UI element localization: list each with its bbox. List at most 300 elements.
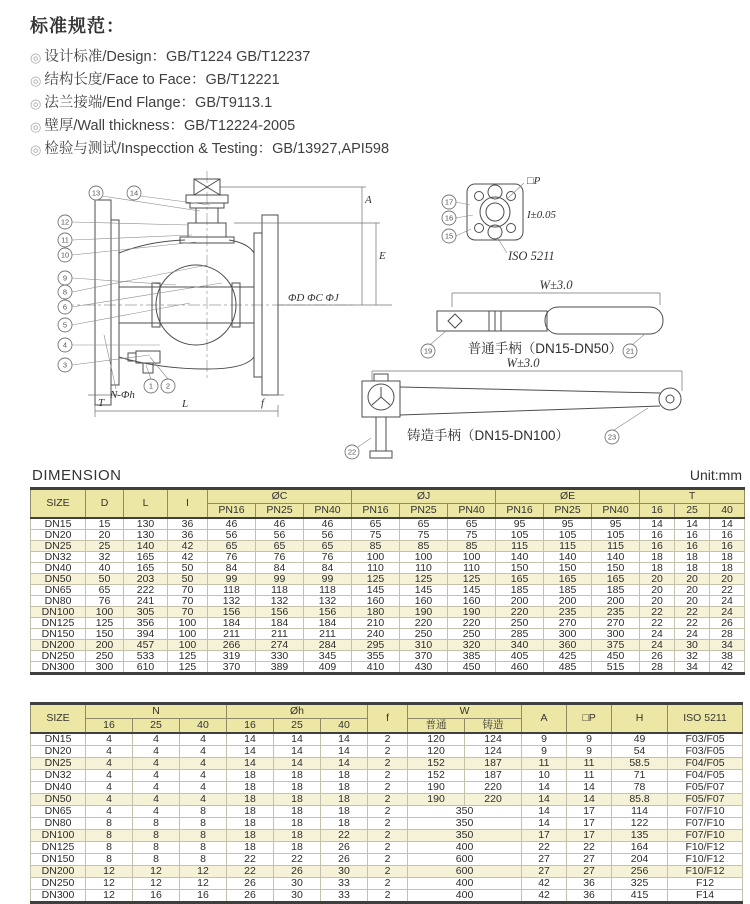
callout (345, 445, 359, 459)
table-cell: F10/F12 (668, 854, 743, 866)
dimension-table-2 (30, 702, 743, 904)
table-cell: 18 (274, 818, 321, 830)
table-cell: 26 (227, 890, 274, 903)
table-cell: 204 (612, 854, 668, 866)
table-cell: 266 (208, 640, 256, 651)
table-cell: 115 (592, 541, 640, 552)
table-cell: 56 (304, 530, 352, 541)
column-subheader: 25 (675, 504, 710, 519)
table-cell: 4 (133, 746, 180, 758)
table-cell: 295 (352, 640, 400, 651)
table-cell: 20 (675, 574, 710, 585)
svg-text:14: 14 (129, 188, 139, 198)
table-cell: 164 (612, 842, 668, 854)
column-header: ØJ (352, 489, 496, 504)
table-cell: 18 (227, 794, 274, 806)
table-cell: DN20 (31, 746, 86, 758)
table-cell: 4 (180, 782, 227, 794)
table-cell: 18 (710, 552, 745, 563)
table-cell: 350 (408, 806, 522, 818)
table-cell: 16 (640, 541, 675, 552)
table-cell: 2 (368, 733, 408, 746)
table-cell: 135 (612, 830, 668, 842)
table-cell: 85 (352, 541, 400, 552)
standards-title: 标准规范： (30, 16, 125, 36)
table-cell: 110 (448, 563, 496, 574)
table-cell: 65 (352, 518, 400, 530)
column-subheader: 普通 (408, 719, 465, 734)
table-cell: 256 (612, 866, 668, 878)
table-cell: 100 (400, 552, 448, 563)
column-subheader: PN16 (208, 504, 256, 519)
table-cell: 152 (408, 758, 465, 770)
table-cell: 145 (352, 585, 400, 596)
table-cell: 18 (274, 830, 321, 842)
table-cell: 4 (86, 733, 133, 746)
table-cell: 49 (612, 733, 668, 746)
table-cell: 156 (256, 607, 304, 618)
column-subheader: PN16 (496, 504, 544, 519)
table-cell: 200 (86, 640, 124, 651)
table-cell: 84 (256, 563, 304, 574)
table-cell: 27 (567, 866, 612, 878)
table-cell: DN150 (31, 629, 86, 640)
table-cell: 405 (496, 651, 544, 662)
column-header: L (124, 489, 168, 519)
table-cell: 2 (368, 746, 408, 758)
table-cell: 140 (124, 541, 168, 552)
table-cell: 20 (640, 574, 675, 585)
table-cell: 156 (304, 607, 352, 618)
table-cell: 114 (612, 806, 668, 818)
table-cell: 20 (86, 530, 124, 541)
table-cell: 12 (180, 866, 227, 878)
table-cell: 78 (612, 782, 668, 794)
table-cell: 600 (408, 866, 522, 878)
table-cell: 18 (274, 794, 321, 806)
table-cell: 350 (408, 818, 522, 830)
table-cell: 350 (408, 830, 522, 842)
table-cell: 222 (124, 585, 168, 596)
table-cell: F07/F10 (668, 806, 743, 818)
table-cell: 132 (256, 596, 304, 607)
table-cell: 27 (522, 866, 567, 878)
column-subheader: 16 (640, 504, 675, 519)
table-cell: 26 (640, 651, 675, 662)
table-cell: 24 (640, 640, 675, 651)
table-cell: 2 (368, 770, 408, 782)
table-row (31, 585, 745, 596)
column-subheader: PN16 (352, 504, 400, 519)
table-cell: 18 (321, 770, 368, 782)
table-cell: 8 (133, 830, 180, 842)
table-cell: 203 (124, 574, 168, 585)
ring-bullet-icon: ◎ (30, 119, 42, 134)
table-cell: 18 (321, 794, 368, 806)
table-cell: 190 (448, 607, 496, 618)
table-cell: 42 (168, 552, 208, 563)
callout (58, 338, 72, 352)
table-cell: 14 (640, 518, 675, 530)
table-cell: 14 (675, 518, 710, 530)
table-cell: 4 (86, 794, 133, 806)
table-cell: 235 (592, 607, 640, 618)
table-cell: F03/F05 (668, 733, 743, 746)
table-cell: F04/F05 (668, 758, 743, 770)
svg-text:10: 10 (60, 250, 70, 260)
column-header: I (168, 489, 208, 519)
table-cell: 18 (675, 563, 710, 574)
table-cell: 2 (368, 890, 408, 903)
table-cell: 450 (448, 662, 496, 674)
table-cell: 400 (408, 842, 522, 854)
table-cell: 11 (522, 758, 567, 770)
table-cell: 65 (304, 541, 352, 552)
callout (442, 195, 456, 209)
svg-text:8: 8 (62, 287, 68, 297)
table-cell: 9 (522, 733, 567, 746)
table-cell: 70 (168, 596, 208, 607)
table-cell: 115 (496, 541, 544, 552)
table-cell: 14 (710, 518, 745, 530)
table-cell: 300 (592, 629, 640, 640)
table-cell: 220 (496, 607, 544, 618)
table-cell: 165 (544, 574, 592, 585)
table-cell: 16 (675, 530, 710, 541)
unit-label: Unit:mm (689, 467, 742, 483)
list-item (30, 46, 750, 69)
table-cell: DN25 (31, 758, 86, 770)
table-cell: 409 (304, 662, 352, 674)
table-row (31, 818, 743, 830)
table-row (31, 794, 743, 806)
table-cell: 610 (124, 662, 168, 674)
dim-label-i-tol: I±0.05 (527, 209, 556, 221)
table-cell: 14 (321, 758, 368, 770)
table-cell: DN65 (31, 806, 86, 818)
table-row (31, 518, 745, 530)
table-cell: 26 (710, 618, 745, 629)
table-cell: 17 (522, 830, 567, 842)
table-cell: 241 (124, 596, 168, 607)
table-cell: 14 (227, 758, 274, 770)
table-cell: F05/F07 (668, 782, 743, 794)
table-cell: 22 (321, 830, 368, 842)
table-cell: 450 (592, 651, 640, 662)
table-cell: 22 (522, 842, 567, 854)
table-cell: 118 (304, 585, 352, 596)
table-cell: 220 (465, 794, 522, 806)
table-cell: 325 (612, 878, 668, 890)
table-cell: DN100 (31, 607, 86, 618)
standards-section (0, 0, 750, 161)
table-cell: 100 (448, 552, 496, 563)
table-cell: 125 (352, 574, 400, 585)
dim-label-l: L (182, 398, 189, 410)
table-cell: 75 (400, 530, 448, 541)
column-subheader: PN25 (544, 504, 592, 519)
table-cell: 319 (208, 651, 256, 662)
table-cell: 18 (640, 563, 675, 574)
standard-text: 法兰接端/End Flange：GB/T9113.1 (44, 95, 273, 111)
table-cell: 370 (400, 651, 448, 662)
table-cell: 10 (522, 770, 567, 782)
table-cell: 140 (496, 552, 544, 563)
table-cell: 356 (124, 618, 168, 629)
table-cell: 36 (567, 890, 612, 903)
column-subheader: PN40 (304, 504, 352, 519)
callout (442, 229, 456, 243)
svg-text:13: 13 (91, 188, 101, 198)
table-cell: 76 (304, 552, 352, 563)
column-header: SIZE (31, 489, 86, 519)
table-cell: 36 (168, 530, 208, 541)
table-cell: 42 (522, 890, 567, 903)
list-item (30, 69, 750, 92)
table-cell: DN250 (31, 651, 86, 662)
table-cell: 4 (86, 758, 133, 770)
callout (58, 271, 72, 285)
table-cell: DN32 (31, 552, 86, 563)
table-header (31, 704, 743, 734)
table-cell: 65 (256, 541, 304, 552)
ring-bullet-icon: ◎ (30, 142, 42, 157)
table-cell: 187 (465, 758, 522, 770)
table-cell: 4 (133, 770, 180, 782)
table-cell: DN300 (31, 662, 86, 674)
callout (58, 358, 72, 372)
table-cell: 14 (321, 733, 368, 746)
table-cell: 200 (496, 596, 544, 607)
table-cell: 8 (180, 806, 227, 818)
table-cell: 14 (567, 794, 612, 806)
table-cell: DN32 (31, 770, 86, 782)
table-cell: 22 (274, 854, 321, 866)
table-cell: 22 (227, 854, 274, 866)
svg-text:6: 6 (62, 302, 68, 312)
table-cell: 187 (465, 770, 522, 782)
dim-label-nphih: N-Φh (110, 389, 135, 401)
callout (58, 300, 72, 314)
dim-label-phi: ΦD ΦC ΦJ (288, 292, 339, 304)
svg-text:15: 15 (444, 231, 454, 241)
table-cell: 515 (592, 662, 640, 674)
table-cell: 310 (400, 640, 448, 651)
table-cell: 18 (710, 563, 745, 574)
column-subheader: 25 (274, 719, 321, 734)
dim-label-a: A (365, 194, 372, 206)
iso5211-label: ISO 5211 (508, 249, 555, 263)
table-cell: 300 (544, 629, 592, 640)
table-cell: 18 (640, 552, 675, 563)
column-header: N (86, 704, 227, 719)
table-cell: 284 (304, 640, 352, 651)
svg-text:4: 4 (62, 340, 68, 350)
table-cell: 9 (567, 746, 612, 758)
table-row (31, 629, 745, 640)
table-cell: 18 (274, 806, 321, 818)
table-cell: 76 (256, 552, 304, 563)
svg-text:12: 12 (60, 217, 70, 227)
table-cell: 30 (321, 866, 368, 878)
dim-label-w2: W±3.0 (506, 356, 540, 370)
ring-bullet-icon: ◎ (30, 73, 42, 88)
table-cell: 210 (352, 618, 400, 629)
table-cell: 58.5 (612, 758, 668, 770)
table-cell: 457 (124, 640, 168, 651)
table-cell: 100 (168, 640, 208, 651)
table-cell: 274 (256, 640, 304, 651)
table-cell: 65 (448, 518, 496, 530)
table-cell: 125 (86, 618, 124, 629)
column-subheader: PN25 (400, 504, 448, 519)
table-cell: 42 (710, 662, 745, 674)
table-cell: 2 (368, 878, 408, 890)
table-row (31, 770, 743, 782)
table-cell: 100 (352, 552, 400, 563)
table-cell: 320 (448, 640, 496, 651)
table-cell: 220 (465, 782, 522, 794)
table-cell: DN80 (31, 596, 86, 607)
standard-text: 壁厚/Wall thickness：GB/T12224-2005 (44, 118, 296, 134)
column-subheader: PN40 (448, 504, 496, 519)
table-cell: 150 (86, 629, 124, 640)
table-cell: 18 (227, 830, 274, 842)
table-cell: 400 (408, 890, 522, 903)
valve-section-view (62, 171, 356, 405)
standard-text: 检验与测试/Inspecction & Testing：GB/13927,API598 (44, 141, 390, 157)
table-cell: 145 (400, 585, 448, 596)
dim-label-w1: W±3.0 (539, 278, 573, 292)
table-cell: 11 (567, 770, 612, 782)
column-header: ISO 5211 (668, 704, 743, 734)
table-row (31, 596, 745, 607)
table-cell: 36 (168, 518, 208, 530)
table-cell: 99 (208, 574, 256, 585)
table-cell: 22 (640, 618, 675, 629)
table-cell: 95 (592, 518, 640, 530)
callout (605, 430, 619, 444)
table-cell: 340 (496, 640, 544, 651)
table-cell: 4 (180, 758, 227, 770)
table-cell: F04/F05 (668, 770, 743, 782)
list-item (30, 92, 750, 115)
table-cell: 185 (592, 585, 640, 596)
table-cell: 415 (612, 890, 668, 903)
table-cell: 99 (256, 574, 304, 585)
table-cell: 12 (180, 878, 227, 890)
table-cell: 75 (448, 530, 496, 541)
table-cell: 105 (496, 530, 544, 541)
table-cell: 4 (86, 746, 133, 758)
table-cell: 76 (208, 552, 256, 563)
table-cell: 190 (408, 794, 465, 806)
table-cell: 100 (168, 618, 208, 629)
callout (127, 186, 141, 200)
table-cell: 50 (86, 574, 124, 585)
table-cell: 30 (274, 878, 321, 890)
table-cell: 14 (227, 746, 274, 758)
svg-text:2: 2 (165, 381, 171, 391)
table-cell: 18 (274, 782, 321, 794)
table-cell: 132 (304, 596, 352, 607)
table-cell: 12 (86, 890, 133, 903)
plain-handle-label: 普通手柄（DN15-DN50） (467, 341, 623, 356)
table-cell: 16 (180, 890, 227, 903)
table-cell: 125 (448, 574, 496, 585)
callout (623, 344, 637, 358)
table-cell: 70 (168, 585, 208, 596)
table-cell: 4 (180, 733, 227, 746)
column-subheader: 40 (180, 719, 227, 734)
table-cell: 46 (304, 518, 352, 530)
table-cell: DN200 (31, 640, 86, 651)
table-cell: 160 (448, 596, 496, 607)
table-cell: 184 (304, 618, 352, 629)
table-cell: 156 (208, 607, 256, 618)
table-cell: 18 (227, 818, 274, 830)
table-cell: 24 (640, 629, 675, 640)
table-cell: 20 (640, 596, 675, 607)
table-cell: 4 (133, 782, 180, 794)
table-cell: 22 (640, 607, 675, 618)
svg-text:17: 17 (444, 197, 454, 207)
table-cell: 120 (408, 746, 465, 758)
table-cell: 24 (710, 596, 745, 607)
table-cell: 16 (133, 890, 180, 903)
table-cell: 42 (522, 878, 567, 890)
table-cell: 65 (208, 541, 256, 552)
table-cell: 460 (496, 662, 544, 674)
table-cell: 165 (592, 574, 640, 585)
table-row (31, 782, 743, 794)
table-row (31, 758, 743, 770)
table-cell: DN100 (31, 830, 86, 842)
table-cell: 18 (321, 806, 368, 818)
table-cell: DN50 (31, 574, 86, 585)
table-cell: 250 (86, 651, 124, 662)
table-row (31, 746, 743, 758)
table-cell: 27 (522, 854, 567, 866)
table-cell: 18 (274, 842, 321, 854)
table-cell: 4 (180, 770, 227, 782)
table-cell: DN40 (31, 782, 86, 794)
table-cell: 70 (168, 607, 208, 618)
column-subheader: 16 (227, 719, 274, 734)
table-cell: 30 (675, 640, 710, 651)
table-cell: 285 (496, 629, 544, 640)
column-header: SIZE (31, 704, 86, 734)
svg-text:23: 23 (607, 432, 617, 442)
table-cell: DN25 (31, 541, 86, 552)
table-row (31, 530, 745, 541)
table-cell: 122 (612, 818, 668, 830)
table-cell: DN15 (31, 733, 86, 746)
table-cell: 75 (352, 530, 400, 541)
table-row (31, 866, 743, 878)
table-cell: 425 (544, 651, 592, 662)
table-cell: 2 (368, 854, 408, 866)
iso5211-flange-view (456, 175, 556, 263)
table-cell: 34 (675, 662, 710, 674)
table-cell: 8 (133, 842, 180, 854)
table-cell: 110 (400, 563, 448, 574)
table-cell: 165 (496, 574, 544, 585)
table-cell: 22 (710, 585, 745, 596)
table-cell: 375 (592, 640, 640, 651)
dimension-title: DIMENSION (32, 467, 122, 484)
table-row (31, 552, 745, 563)
